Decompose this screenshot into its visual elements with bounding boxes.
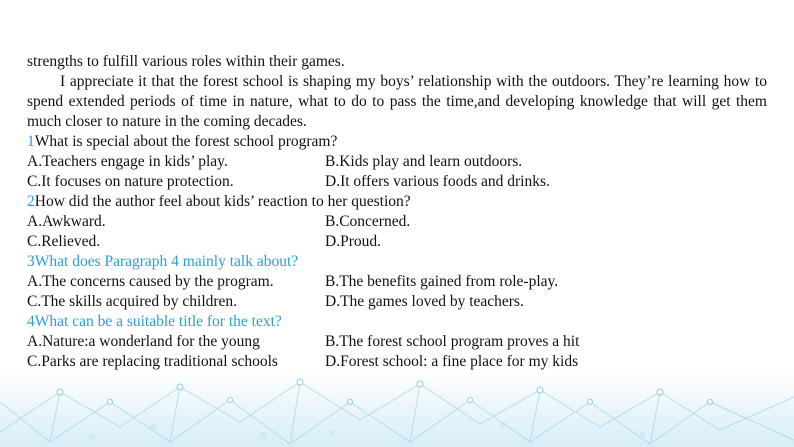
question-2-options-row-1: [27, 212, 767, 232]
network-pattern-icon: [0, 372, 794, 447]
question-1-option-d: D.It offers various foods and drinks.: [325, 173, 550, 190]
question-3-option-d: D.The games loved by teachers.: [325, 293, 524, 310]
question-1-text: What is special about the forest school program?: [34, 133, 338, 150]
question-1-option-c: C.It focuses on nature protection.: [27, 173, 234, 190]
question-3-options-row-2: [27, 292, 767, 312]
question-2-text: How did the author feel about kids’ reaction to her question?: [34, 193, 411, 210]
question-4-options-row-2: [27, 352, 767, 372]
question-2-option-c: C.Relieved.: [27, 233, 101, 250]
question-1-option-b: B.Kids play and learn outdoors.: [325, 153, 523, 170]
question-2-option-b: B.Concerned.: [325, 213, 411, 230]
decorative-network-footer: [0, 372, 794, 447]
question-3-option-a: A.The concerns caused by the program.: [27, 273, 274, 290]
passage-paragraph: I appreciate it that the forest school is shaping my boys’ relationship with the outdoors. They’re learning how to spend extended periods of time in nature, what to do to pass the time,and developing knowledge that will get them much closer to nature in the coming decades.: [27, 73, 767, 130]
question-1-option-a: A.Teachers engage in kids’ play.: [27, 153, 228, 170]
question-3-text: What does Paragraph 4 mainly talk about?: [34, 253, 299, 270]
question-2-number: 2: [27, 193, 35, 210]
question-3-options-row-1: [27, 272, 767, 292]
question-4-option-d: D.Forest school: a fine place for my kids: [325, 353, 579, 370]
question-3: [27, 252, 767, 272]
question-4: [27, 312, 767, 332]
text-block: [27, 52, 767, 372]
question-1: [27, 132, 767, 152]
passage-line-1: strengths to fulfill various roles within their games.: [27, 53, 345, 70]
question-3-number: 3: [27, 253, 35, 270]
question-1-options-row-1: [27, 152, 767, 172]
question-3-option-b: B.The benefits gained from role-play.: [325, 273, 559, 290]
question-2-options-row-2: [27, 232, 767, 252]
question-4-options-row-1: [27, 332, 767, 352]
question-1-number: 1: [27, 133, 35, 150]
question-4-option-c: C.Parks are replacing traditional schools: [27, 353, 278, 370]
question-4-option-a: A.Nature:a wonderland for the young: [27, 333, 260, 350]
question-1-options-row-2: [27, 172, 767, 192]
question-4-text: What can be a suitable title for the text?: [34, 313, 282, 330]
question-4-option-b: B.The forest school program proves a hit: [325, 333, 580, 350]
question-2-option-a: A.Awkward.: [27, 213, 106, 230]
question-3-option-c: C.The skills acquired by children.: [27, 293, 238, 310]
question-2-option-d: D.Proud.: [325, 233, 381, 250]
question-4-number: 4: [27, 313, 35, 330]
question-2: [27, 192, 767, 212]
